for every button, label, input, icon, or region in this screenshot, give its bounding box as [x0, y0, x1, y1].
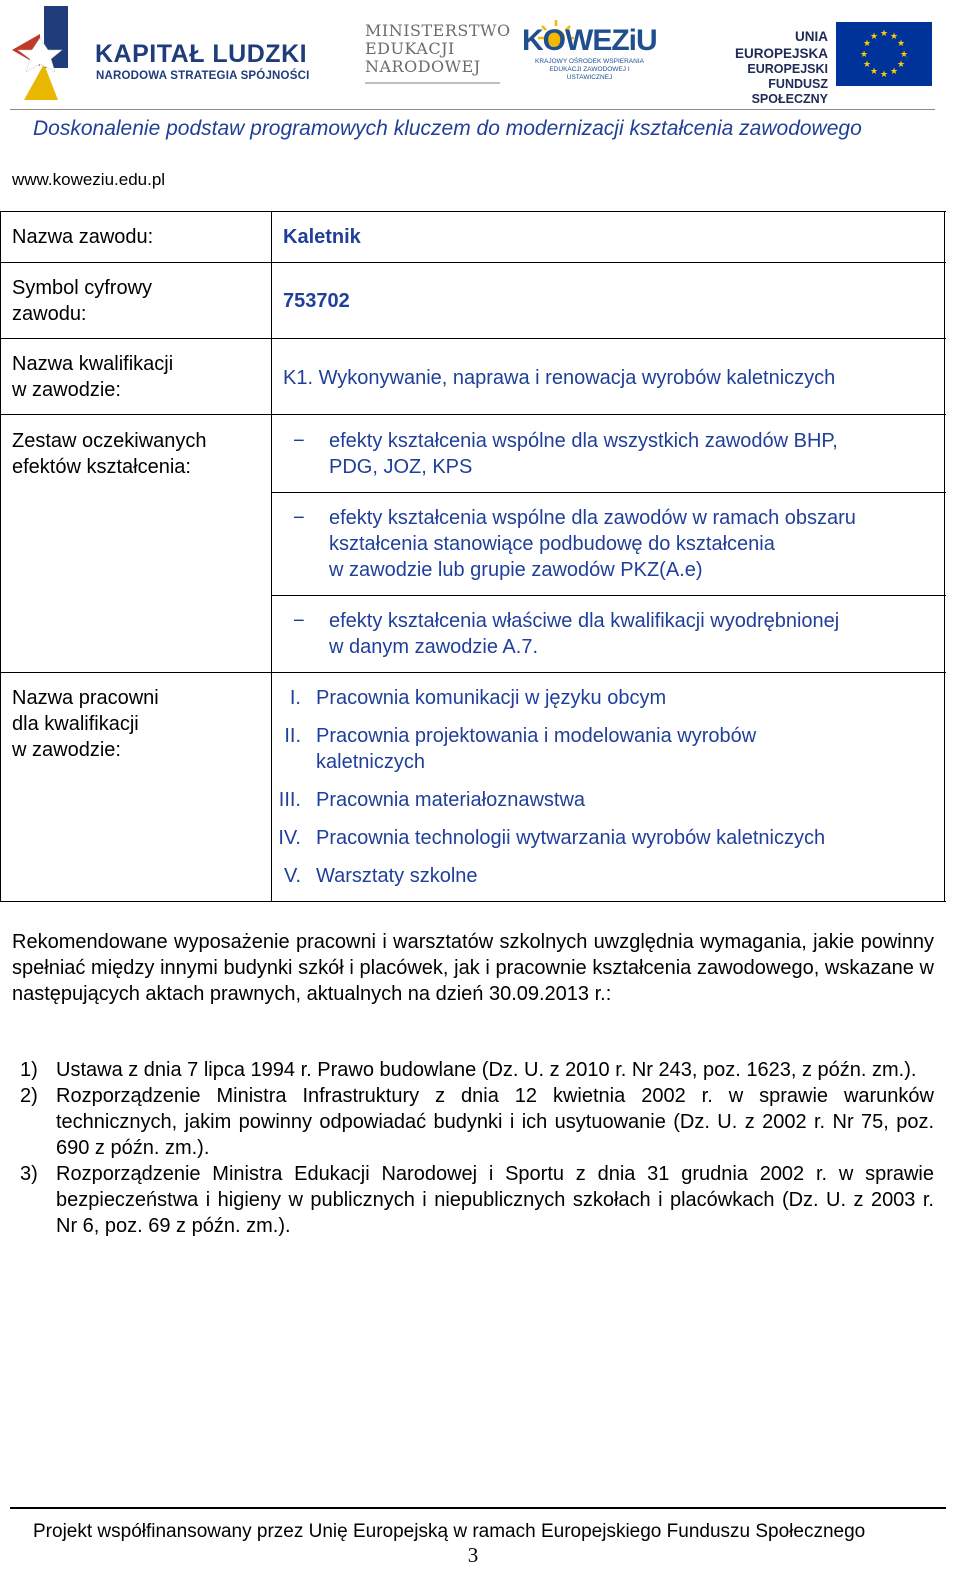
- row-divider: [0, 414, 946, 415]
- efekty-item-text: [329, 608, 929, 660]
- legal-act-number: 3): [20, 1163, 38, 1185]
- pracownia-name: [316, 685, 916, 711]
- pracownia-name: [316, 787, 916, 813]
- svg-text:★: ★: [869, 32, 879, 42]
- efekty-label-line-2: efektów kształcenia:: [12, 456, 191, 478]
- svg-text:★: ★: [859, 50, 869, 60]
- row-divider: [0, 262, 946, 263]
- dash-bullet: −: [293, 507, 305, 529]
- koweziu-name: KOWEZiU: [522, 24, 657, 57]
- koweziu-logo: [522, 18, 657, 88]
- koweziu-subtitle: KRAJOWY OŚRODEK WSPIERANIA EDUKACJI ZAWODOWEJ I USTAWICZNEJ: [535, 58, 644, 81]
- kapital-ludzki-star-icon: [10, 4, 90, 104]
- pracownia-name: [316, 863, 916, 889]
- footer-text: Projekt współfinansowany przez Unię Europejską w ramach Europejskiego Funduszu Społecznego: [33, 1521, 866, 1542]
- legal-act-text: Ustawa z dnia 7 lipca 1994 r. Prawo budowlane (Dz. U. z 2010 r. Nr 243, poz. 1623, z późn. zm.).: [56, 1059, 917, 1081]
- svg-text:★: ★: [862, 60, 872, 70]
- symbol-label: [12, 275, 152, 327]
- efekty-line: PDG, JOZ, KPS: [329, 456, 473, 478]
- legal-acts-list: [12, 1057, 934, 1239]
- men-line-3: NARODOWEJ: [365, 57, 481, 76]
- eu-line-1: UNIA EUROPEJSKA: [734, 29, 828, 61]
- symbol-value: 753702: [283, 290, 350, 312]
- row-divider: [0, 672, 946, 673]
- qualification-table: Nazwa zawodu: Kaletnik Symbol cyfrowy zawodu: 753702 Nazwa kwalifikacji w zawodzie: K1. Wykonywanie, naprawa i renowacja wyrobów kaletniczych Zestaw oczekiwanych efektów kształcenia: − efekty kształcenia wspólne dla wszystkich zawodów BHP, PDG, JOZ, KPS − efekty kształcenia wspólne dla zawodów w ramach obszaru kształcenia stanowiące podbudowę do kształcenia w zawodzie lub grupie zawodów PKZ(A.e) − efekty kształcenia właściwe dla kwalifikacji wyodrębnionej w danym zawodzie A.7. Nazwa pracowni dla kwalifikacji w zawodzie: I. Pracownia komunikacji w języku obcym II. Pracownia projektowania i modelowania wyrobów kaletniczych III. Pracownia materiałoznawstwa IV. Pracownia technologii wytwarzania wyrobów kaletniczych V. Warsztaty szkolne: [0, 211, 946, 903]
- kapital-ludzki-logo: [10, 4, 320, 104]
- logo-bar: [0, 0, 960, 110]
- eu-line-3: FUNDUSZ SPOŁECZNY: [751, 77, 828, 106]
- svg-text:★: ★: [879, 29, 889, 39]
- pracownie-label-line-1: Nazwa pracowni: [12, 687, 159, 709]
- svg-text:★: ★: [889, 32, 899, 42]
- efekty-label-line-1: Zestaw oczekiwanych: [12, 430, 207, 452]
- pracownia-line: kaletniczych: [316, 751, 425, 773]
- pracownia-name: [316, 825, 916, 851]
- symbol-label-line-1: Symbol cyfrowy: [12, 277, 153, 299]
- legal-act-number: 2): [20, 1085, 38, 1107]
- table-border-right: [944, 211, 945, 902]
- men-line-1: MINISTERSTWO: [365, 21, 511, 40]
- pracownia-line: Pracownia technologii wytwarzania wyrobów kaletniczych: [316, 827, 826, 849]
- row-divider: [271, 595, 946, 596]
- pracownie-label: [12, 685, 159, 763]
- svg-text:★: ★: [879, 70, 889, 80]
- kapital-ludzki-name: KAPITAŁ LUDZKI: [95, 40, 308, 68]
- pracownia-line: Warsztaty szkolne: [316, 865, 478, 887]
- men-logo: [365, 21, 511, 76]
- legal-act-text: Rozporządzenie Ministra Edukacji Narodowej i Sportu z dnia 31 grudnia 2002 r. w sprawie bezpieczeństwa i higieny w publicznych i niepublicznych szkołach i placówkach (Dz. U. z 2003 r. Nr 6, poz. 69 z późn. zm.).: [56, 1163, 934, 1237]
- header-divider: [10, 109, 935, 110]
- legal-act-text: Rozporządzenie Ministra Infrastruktury z dnia 12 kwietnia 2002 r. w sprawie warunków technicznych, jakim powinny odpowiadać budynki i ich usytuowanie (Dz. U. z 2002 r. Nr 75, poz. 690 z późn. zm.).: [56, 1085, 934, 1159]
- document-header-title: Doskonalenie podstaw programowych kluczem do modernizacji kształcenia zawodowego: [33, 117, 862, 140]
- kwalifikacja-value: K1. Wykonywanie, naprawa i renowacja wyrobów kaletniczych: [283, 367, 836, 389]
- recommendation-paragraph: Rekomendowane wyposażenie pracowni i warsztatów szkolnych uwzględnia wymagania, jakie powinny spełniać między innymi budynki szkół i placówek, jak i pracownie kształcenia zawodowego, wskazane w następujących aktach prawnych, aktualnych na dzień 30.09.2013 r.:: [12, 931, 934, 1005]
- pracownie-label-line-3: w zawodzie:: [12, 739, 121, 761]
- pracownia-line: Pracownia komunikacji w języku obcym: [316, 687, 667, 709]
- efekty-line: efekty kształcenia właściwe dla kwalifikacji wyodrębnionej: [329, 610, 840, 632]
- pracownie-label-line-2: dla kwalifikacji: [12, 713, 139, 735]
- symbol-label-line-2: zawodu:: [12, 303, 87, 325]
- efekty-item-text: [329, 428, 929, 480]
- eu-text: [702, 28, 828, 107]
- men-line-2: EDUKACJI: [365, 39, 455, 58]
- table-border-left: [0, 211, 1, 902]
- column-divider: [271, 211, 272, 902]
- row-divider: [271, 492, 946, 493]
- dash-bullet: −: [293, 430, 305, 452]
- table-border-top: [0, 211, 946, 212]
- svg-text:★: ★: [899, 50, 909, 60]
- website-url: www.koweziu.edu.pl: [12, 170, 166, 189]
- legal-act-item: [12, 1083, 934, 1161]
- efekty-line: efekty kształcenia wspólne dla wszystkich zawodów BHP,: [329, 430, 838, 452]
- kwalifikacja-label: [12, 351, 173, 403]
- svg-text:★: ★: [862, 39, 872, 49]
- svg-text:★: ★: [889, 67, 899, 77]
- men-underline: [365, 82, 500, 84]
- efekty-line: w zawodzie lub grupie zawodów PKZ(A.e): [329, 559, 703, 581]
- legal-act-item: [12, 1057, 934, 1083]
- kwalifikacja-label-line-1: Nazwa kwalifikacji: [12, 353, 174, 375]
- kwalifikacja-label-line-2: w zawodzie:: [12, 379, 121, 401]
- efekty-item-text: [329, 505, 929, 583]
- row-divider: [0, 338, 946, 339]
- svg-text:★: ★: [896, 39, 906, 49]
- efekty-line: w danym zawodzie A.7.: [329, 636, 538, 658]
- pracownia-line: Pracownia materiałoznawstwa: [316, 789, 586, 811]
- svg-text:★: ★: [896, 60, 906, 70]
- svg-text:★: ★: [869, 67, 879, 77]
- pracownia-line: Pracownia projektowania i modelowania wyrobów: [316, 725, 757, 747]
- efekty-line: kształcenia stanowiące podbudowę do kształcenia: [329, 533, 775, 555]
- zawod-value: Kaletnik: [283, 226, 361, 248]
- eu-logo: [702, 22, 942, 106]
- zawod-label: Nazwa zawodu:: [12, 226, 154, 248]
- eu-line-2: EUROPEJSKI: [747, 62, 828, 76]
- legal-act-item: [12, 1161, 934, 1239]
- pracownia-name: [316, 723, 916, 775]
- kapital-ludzki-subtitle: NARODOWA STRATEGIA SPÓJNOŚCI: [96, 70, 310, 82]
- page-number: 3: [467, 1543, 479, 1567]
- efekty-label: [12, 428, 207, 480]
- efekty-line: efekty kształcenia wspólne dla zawodów w ramach obszaru: [329, 507, 856, 529]
- footer-divider: [10, 1507, 946, 1509]
- legal-act-number: 1): [20, 1059, 38, 1081]
- table-border-bottom: [0, 901, 946, 902]
- dash-bullet: −: [293, 610, 305, 632]
- eu-flag-icon: [836, 22, 932, 86]
